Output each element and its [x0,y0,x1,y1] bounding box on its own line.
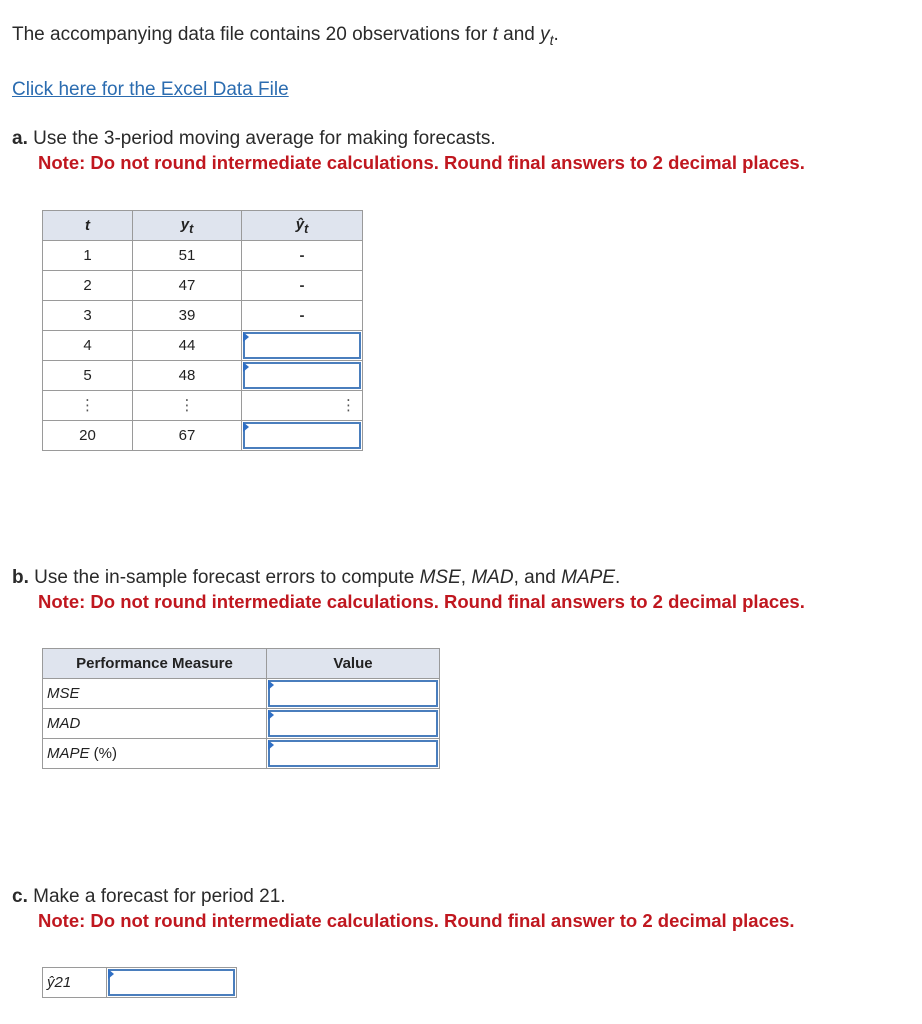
part-b-mape: MAPE [561,567,615,588]
table-header-row [43,649,440,679]
table-row [43,968,237,998]
part-b-heading [12,567,620,589]
table-row [43,271,363,301]
mape-cell [267,739,440,769]
intro-var-y: y [540,24,550,45]
moving-average-table [42,210,363,451]
part-c-letter: c. [12,886,28,907]
cell-t: ⋮ [43,391,133,421]
cell-t: 4 [43,331,133,361]
part-b-sep1: , [460,567,472,588]
table-row [43,421,363,451]
header-t: t [43,211,133,241]
cell-t: 3 [43,301,133,331]
mad-cell [267,709,440,739]
cell-t: 2 [43,271,133,301]
cell-y: 39 [133,301,242,331]
part-a-letter: a. [12,128,28,149]
mad-input[interactable] [270,712,436,735]
intro-var-t: t [492,24,498,45]
part-c-heading [12,886,286,908]
cell-yhat: - [242,271,363,301]
header-value: Value [267,649,440,679]
part-a-text: Use the 3-period moving average for making forecasts. [33,128,496,149]
part-a-heading [12,128,496,150]
cell-yhat: - [242,241,363,271]
part-b-letter: b. [12,567,29,588]
measure-label: MAPE (%) [43,739,267,769]
intro-text [12,24,559,48]
cell-y: ⋮ [133,391,242,421]
yhat-5-cell [242,361,363,391]
table-header-row [43,211,363,241]
cell-y: 44 [133,331,242,361]
cell-t: 1 [43,241,133,271]
table-row [43,679,440,709]
intro-sub-t: t [549,31,554,48]
part-b-end: . [615,567,621,588]
cell-yhat: - [242,301,363,331]
mse-input[interactable] [270,682,436,705]
table-row [43,361,363,391]
part-b-sep2: , and [513,567,562,588]
yhat-5-input[interactable] [245,364,359,387]
yhat-21-label: ŷ21 [43,968,107,998]
mse-cell [267,679,440,709]
cell-t: 5 [43,361,133,391]
part-c-note: Note: Do not round intermediate calculations. Round final answer to 2 decimal places. [38,910,795,931]
cell-y: 67 [133,421,242,451]
measure-label: MAD [43,709,267,739]
table-row [43,739,440,769]
part-b-text: Use the in-sample forecast errors to compute [34,567,420,588]
part-a-note: Note: Do not round intermediate calculations. Round final answers to 2 decimal places. [38,152,805,173]
header-yhat: $ŷ_t$ [242,211,363,241]
part-c-text: Make a forecast for period 21. [33,886,286,907]
yhat-21-input[interactable] [110,971,233,994]
cell-y: 48 [133,361,242,391]
yhat-21-cell [107,968,237,998]
cell-yhat: ⋮ [242,391,363,421]
part-b-mad: MAD [471,567,514,588]
table-row [43,301,363,331]
excel-data-file-link[interactable]: Click here for the Excel Data File [12,79,289,100]
table-row [43,241,363,271]
part-b-note: Note: Do not round intermediate calculations. Round final answers to 2 decimal places. [38,591,805,612]
table-row [43,331,363,361]
cell-t: 20 [43,421,133,451]
yhat-20-input[interactable] [245,424,359,447]
cell-y: 51 [133,241,242,271]
yhat-4-input[interactable] [245,334,359,357]
yhat-20-cell [242,421,363,451]
header-y: $y_t$ [133,211,242,241]
mape-input[interactable] [270,742,436,765]
measure-label: MSE [43,679,267,709]
intro-suffix: . [553,24,559,45]
performance-table [42,648,440,769]
table-row [43,391,363,421]
intro-middle: and [497,24,541,45]
header-performance-measure: Performance Measure [43,649,267,679]
yhat-4-cell [242,331,363,361]
intro-prefix: The accompanying data file contains 20 observations for [12,24,493,45]
cell-y: 47 [133,271,242,301]
forecast-21-table [42,967,237,998]
part-b-mse: MSE [419,567,461,588]
table-row [43,709,440,739]
